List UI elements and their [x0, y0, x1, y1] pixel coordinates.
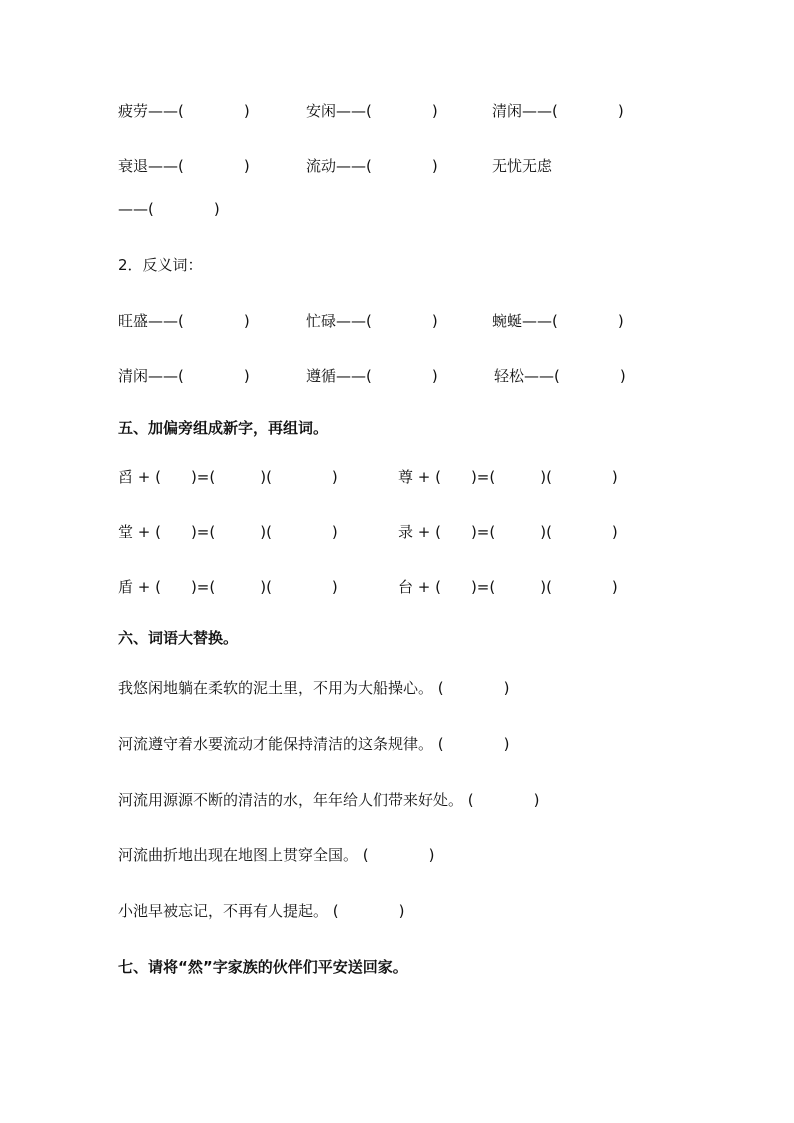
section6-heading: 六、词语大替换。 [118, 629, 239, 647]
antonym-item: 清闲——( ) [118, 367, 250, 385]
section5-heading: 五、加偏旁组成新字，再组词。 [118, 419, 329, 437]
radical-item: 录 + ( )=( )( ) [398, 523, 618, 541]
replace-item: 河流用源源不断的清洁的水，年年给人们带来好处。 ( ) [118, 791, 540, 809]
synonym-item: 流动——( ) [306, 157, 438, 175]
antonym-item: 旺盛——( ) [118, 312, 250, 330]
radical-item: 盾 + ( )=( )( ) [118, 578, 338, 596]
section7-heading: 七、请将“然”字家族的伙伴们平安送回家。 [118, 958, 408, 976]
radical-item: 尊 + ( )=( )( ) [398, 468, 618, 486]
antonyms-heading: 2．反义词： [118, 256, 203, 274]
synonym-item: 清闲——( ) [492, 102, 624, 120]
replace-item: 河流遵守着水要流动才能保持清洁的这条规律。 ( ) [118, 735, 510, 753]
antonym-item: 忙碌——( ) [306, 312, 438, 330]
replace-item: 我悠闲地躺在柔软的泥土里，不用为大船操心。 ( ) [118, 679, 510, 697]
radical-item: 台 + ( )=( )( ) [398, 578, 618, 596]
antonym-item: 蜿蜒——( ) [492, 312, 624, 330]
replace-item: 小池早被忘记，不再有人提起。 ( ) [118, 902, 405, 920]
synonym-item: 衰退——( ) [118, 157, 250, 175]
synonym-item: ——( ) [118, 200, 220, 218]
synonym-item: 安闲——( ) [306, 102, 438, 120]
synonym-item: 无忧无虑 [492, 157, 553, 175]
radical-item: 舀 + ( )=( )( ) [118, 468, 338, 486]
synonym-item: 疲劳——( ) [118, 102, 250, 120]
antonym-item: 轻松——( ) [494, 367, 626, 385]
antonym-item: 遵循——( ) [306, 367, 438, 385]
radical-item: 堂 + ( )=( )( ) [118, 523, 338, 541]
replace-item: 河流曲折地出现在地图上贯穿全国。 ( ) [118, 846, 435, 864]
